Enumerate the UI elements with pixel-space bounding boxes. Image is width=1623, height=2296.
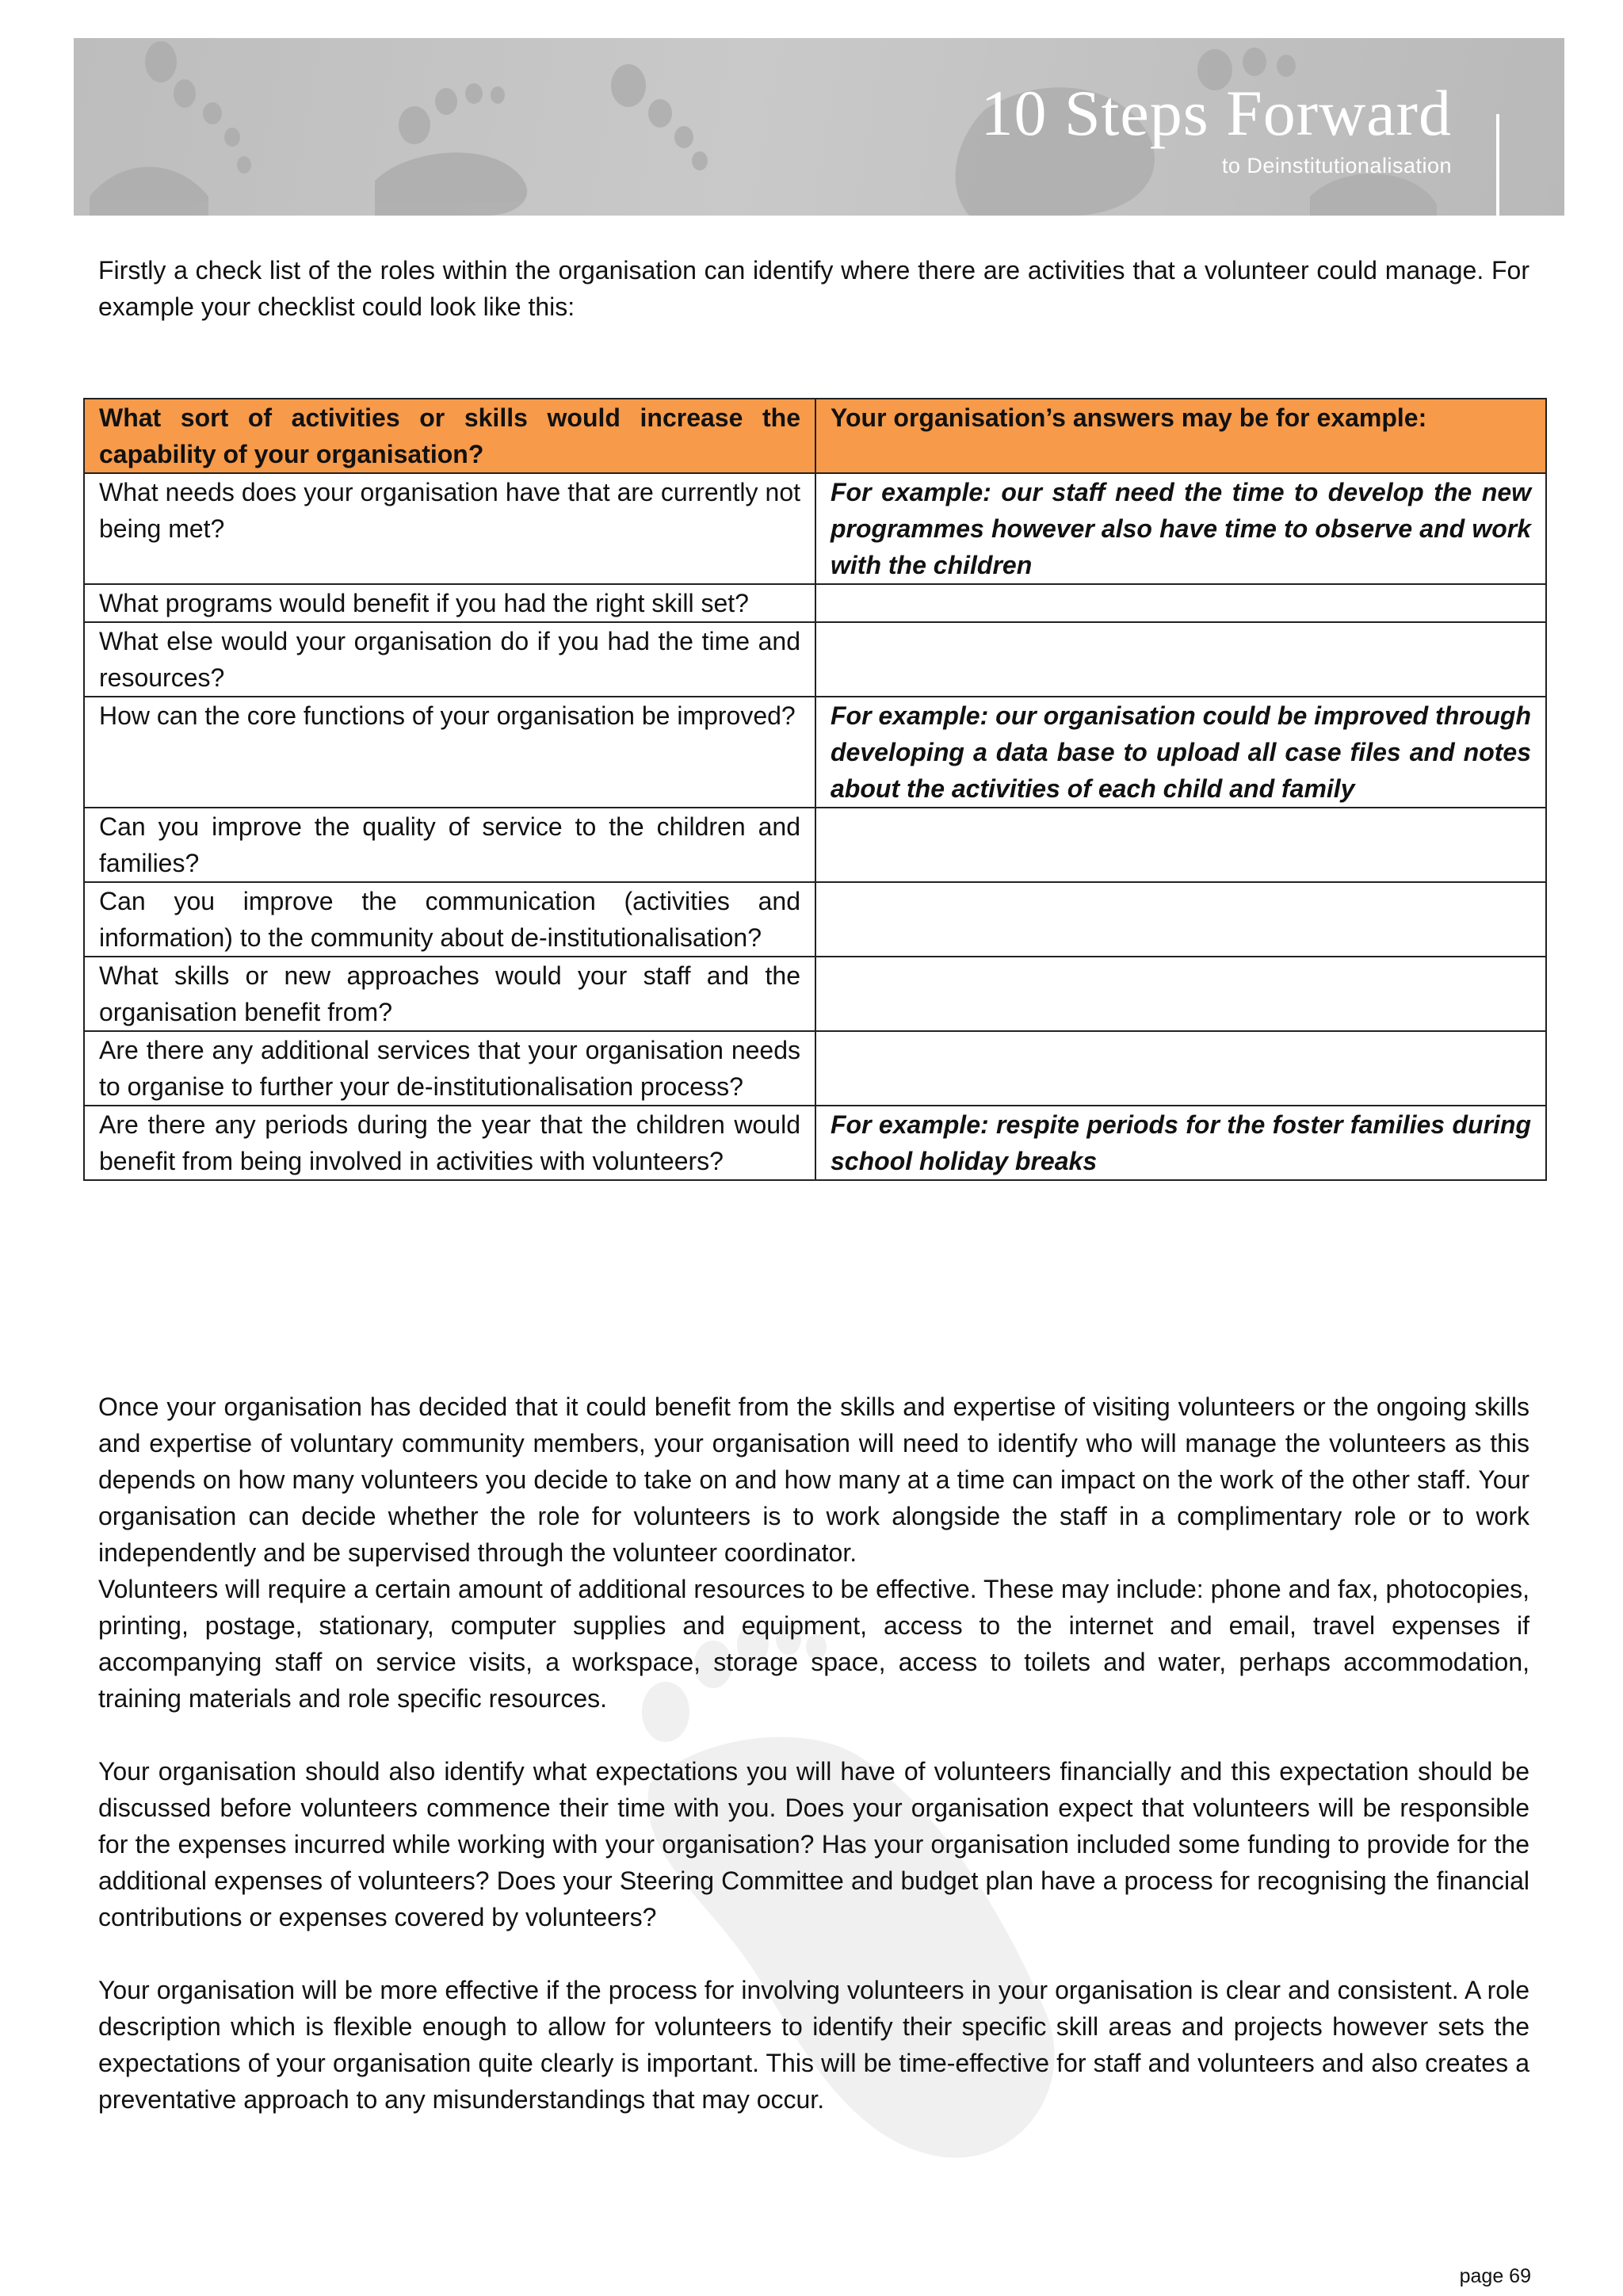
role-description-paragraph: Your organisation will be more effective if the process for involving volunteers in your organisation is clear and consistent. A role description which is flexible enough to allow for volunteers to identify their specific skill areas and projects however sets the expectations of your organisation quite clearly is important. This will be time-effective for staff and volunteers and also creates a preventative approach to any misunderstandings that may occur. bbox=[98, 1976, 1529, 2114]
answer-cell bbox=[815, 808, 1546, 882]
table-row bbox=[84, 957, 1546, 1031]
question-cell: How can the core functions of your organisation be improved? bbox=[84, 697, 815, 808]
table-row bbox=[84, 808, 1546, 882]
question-cell: Are there any periods during the year that the children would benefit from being involved in activities with volunteers? bbox=[84, 1106, 815, 1180]
table-row bbox=[84, 473, 1546, 584]
question-cell: Are there any additional services that your organisation needs to organise to further your de-institutionalisation process? bbox=[84, 1031, 815, 1106]
table-row bbox=[84, 1106, 1546, 1180]
brand-title: 10 Steps Forward bbox=[980, 77, 1452, 149]
brand-logo bbox=[980, 79, 1452, 179]
answer-cell bbox=[815, 622, 1546, 697]
brand-subtitle: to Deinstitutionalisation bbox=[1221, 154, 1452, 178]
table-header-row bbox=[84, 399, 1546, 473]
header-answer: Your organisation’s answers may be for example: bbox=[815, 399, 1546, 473]
page-number: page 69 bbox=[1459, 2265, 1531, 2287]
question-cell: What needs does your organisation have that are currently not being met? bbox=[84, 473, 815, 584]
table-row bbox=[84, 622, 1546, 697]
question-cell: What programs would benefit if you had the right skill set? bbox=[84, 584, 815, 622]
header-banner bbox=[74, 38, 1564, 216]
question-cell: Can you improve the communication (activities and information) to the community about de-institutionalisation? bbox=[84, 882, 815, 957]
question-cell: What skills or new approaches would your staff and the organisation benefit from? bbox=[84, 957, 815, 1031]
table-row bbox=[84, 697, 1546, 808]
answer-cell bbox=[815, 1031, 1546, 1106]
expectations-paragraph: Your organisation should also identify what expectations you will have of volunteers financially and this expectation should be discussed before volunteers commence their time with you. Does your organisation expect that volunteers will be responsible for the expenses incurred while working with your organisation? Has your organisation included some funding to provide for the additional expenses of volunteers? Does your Steering Committee and budget plan have a process for recognising the financial contributions or expenses covered by volunteers? bbox=[98, 1757, 1529, 1931]
question-cell: What else would your organisation do if you had the time and resources? bbox=[84, 622, 815, 697]
table-row bbox=[84, 584, 1546, 622]
answer-cell: For example: our organisation could be improved through developing a data base to upload all case files and notes about the activities of each child and family bbox=[815, 697, 1546, 808]
answer-cell: For example: our staff need the time to develop the new programmes however also have time to observe and work with the children bbox=[815, 473, 1546, 584]
question-cell: Can you improve the quality of service to the children and families? bbox=[84, 808, 815, 882]
paragraph-text: Volunteers will require a certain amount of additional resources to be effective. These may include: phone and fax, photocopies, printing, postage, stationary, computer supplies and equipment, access to the internet and email, travel expenses if accompanying staff on service visits, a workspace, storage space, access to toilets and water, perhaps accommodation, training materials and role specific resources. bbox=[98, 1575, 1529, 1713]
table-row bbox=[84, 1031, 1546, 1106]
header-question: What sort of activities or skills would increase the capability of your organisation? bbox=[84, 399, 815, 473]
brand-divider bbox=[1496, 114, 1499, 216]
volunteers-management-paragraph bbox=[98, 1389, 1529, 1717]
checklist-table bbox=[83, 398, 1547, 1181]
answer-cell bbox=[815, 584, 1546, 622]
intro-paragraph: Firstly a check list of the roles within the organisation can identify where there are activities that a volunteer could manage. For example your checklist could look like this: bbox=[98, 256, 1529, 321]
answer-cell: For example: respite periods for the foster families during school holiday breaks bbox=[815, 1106, 1546, 1180]
answer-cell bbox=[815, 882, 1546, 957]
paragraph-text: Once your organisation has decided that it could benefit from the skills and expertise of visiting volunteers or the ongoing skills and expertise of voluntary community members, your organisation will need to identify who will manage the volunteers as this depends on how many volunteers you decide to take on and how many at a time can impact on the work of the other staff. Your organisation can decide whether the role for volunteers is to work alongside the staff in a complimentary role or to work independently and be supervised through the volunteer coordinator. bbox=[98, 1392, 1529, 1567]
table-row bbox=[84, 882, 1546, 957]
answer-cell bbox=[815, 957, 1546, 1031]
